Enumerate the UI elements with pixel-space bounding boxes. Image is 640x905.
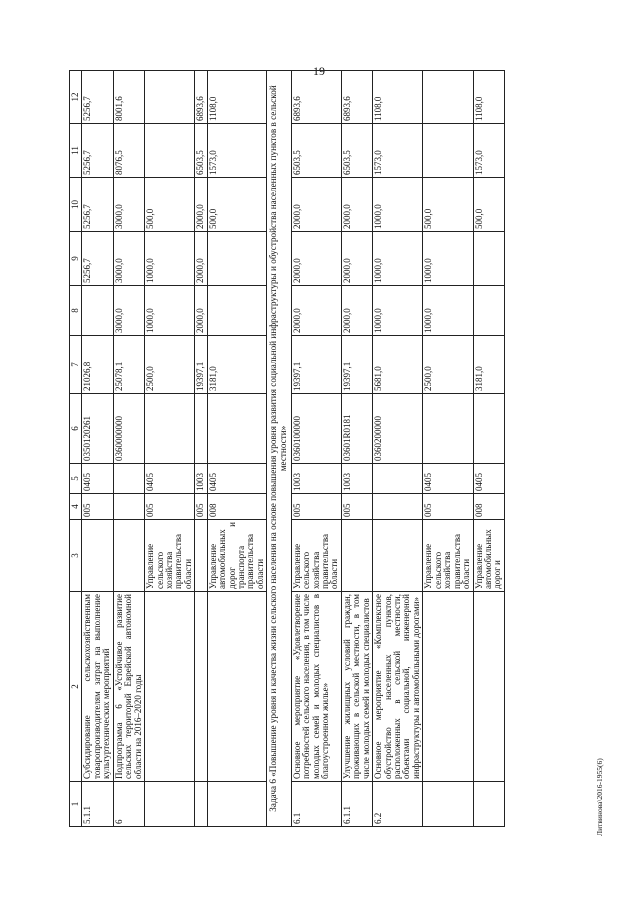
cell-value (423, 71, 473, 124)
cell-value: 0405 (207, 464, 267, 494)
executor: Управление сельского хозяйства правительства области (145, 520, 195, 592)
column-header: 1 (70, 782, 82, 827)
cell-value: 2000,0 (195, 178, 207, 232)
item-name: Подпрограмма 6 «Устойчивое развитие сельских территорий Еврейской автономной области на 2016–2020 годы (113, 592, 144, 782)
cell-value: 1003 (291, 464, 341, 494)
cell-value: 2000,0 (195, 232, 207, 286)
cell-value: 0405 (473, 464, 504, 494)
cell-value: 5681,0 (373, 336, 423, 394)
cell-value: 005 (291, 494, 341, 520)
cell-value: 1000,0 (423, 232, 473, 286)
budget-table (69, 70, 505, 827)
cell-value: 3000,0 (113, 178, 144, 232)
executor (341, 520, 372, 592)
task-heading: Задача 6 «Повышение уровня и качества жизни сельского населения на основе повышения уровня развития социальной инфраструктуры и обустройства населенных пунктов в сельской местности» (267, 71, 291, 827)
cell-value: 5256,7 (82, 232, 113, 286)
item-name: Улучшение жилищных условий граждан, проживающих в сельской местности, в том числе молодых семей и молодых специалистов (341, 592, 372, 782)
column-number-row (70, 71, 82, 827)
cell-value: 1003 (195, 464, 207, 494)
cell-value: 6893,6 (195, 71, 207, 124)
cell-value: 6893,6 (291, 71, 341, 124)
column-header: 9 (70, 232, 82, 286)
item-name (145, 592, 195, 782)
item-name: Субсидирование сельскохозяйственным товаропроизводителям затрат на выполнение культуртехнических мероприятий (82, 592, 113, 782)
cell-value: 500,0 (473, 178, 504, 232)
cell-value: 0405 (82, 464, 113, 494)
executor: Управление сельского хозяйства правительства области (423, 520, 473, 592)
column-header: 4 (70, 494, 82, 520)
item-name (473, 592, 504, 782)
cell-value: 005 (195, 494, 207, 520)
cell-value (113, 464, 144, 494)
cell-value (473, 394, 504, 464)
cell-value: 1573,0 (473, 124, 504, 178)
cell-value: 2000,0 (291, 178, 341, 232)
cell-value: 500,0 (145, 178, 195, 232)
page-number: 19 (313, 64, 325, 78)
cell-value: 2000,0 (341, 178, 372, 232)
item-name: Основное мероприятие «Удовлетворение потребностей сельского населения, в том числе молодых семей и молодых специалистов в благоустроенном жилье» (291, 592, 341, 782)
row-number: 6.1 (291, 782, 341, 827)
cell-value (195, 394, 207, 464)
item-name (195, 592, 207, 782)
cell-value (207, 394, 267, 464)
cell-value: 1108,0 (207, 71, 267, 124)
cell-value (473, 232, 504, 286)
cell-value: 3000,0 (113, 286, 144, 336)
row-number (145, 782, 195, 827)
table-row (113, 71, 144, 827)
column-header: 7 (70, 336, 82, 394)
executor: Управление автомобильных дорог и (473, 520, 504, 592)
row-number: 6.2 (373, 782, 423, 827)
column-header: 3 (70, 520, 82, 592)
cell-value: 19397,1 (195, 336, 207, 394)
cell-value: 1000,0 (423, 286, 473, 336)
item-name (423, 592, 473, 782)
column-header: 6 (70, 394, 82, 464)
table-row (423, 71, 473, 827)
cell-value: 2000,0 (341, 232, 372, 286)
cell-value: 1573,0 (373, 124, 423, 178)
table-row (195, 71, 207, 827)
cell-value: 1108,0 (373, 71, 423, 124)
cell-value (423, 394, 473, 464)
cell-value: 8076,5 (113, 124, 144, 178)
cell-value: 005 (145, 494, 195, 520)
cell-value: 1000,0 (373, 178, 423, 232)
cell-value (473, 286, 504, 336)
cell-value: 2000,0 (195, 286, 207, 336)
executor: Управление сельского хозяйства правительства области (291, 520, 341, 592)
column-header: 12 (70, 71, 82, 124)
cell-value (145, 394, 195, 464)
executor (113, 520, 144, 592)
cell-value: 1108,0 (473, 71, 504, 124)
cell-value (82, 286, 113, 336)
cell-value: 5256,7 (82, 71, 113, 124)
cell-value: 8001,6 (113, 71, 144, 124)
row-number (207, 782, 267, 827)
cell-value (145, 71, 195, 124)
cell-value (207, 286, 267, 336)
cell-value: 0360100000 (291, 394, 341, 464)
cell-value: 2000,0 (291, 286, 341, 336)
cell-value: 1000,0 (145, 286, 195, 336)
cell-value: 2500,0 (423, 336, 473, 394)
row-number: 6.1.1 (341, 782, 372, 827)
cell-value: 005 (423, 494, 473, 520)
cell-value: 2000,0 (291, 232, 341, 286)
cell-value: 0360200000 (373, 394, 423, 464)
cell-value: 0405 (423, 464, 473, 494)
cell-value: 19397,1 (341, 336, 372, 394)
cell-value: 008 (207, 494, 267, 520)
cell-value: 6503,5 (195, 124, 207, 178)
cell-value: 6503,5 (341, 124, 372, 178)
row-number (195, 782, 207, 827)
item-name: Основное мероприятие «Комплексное обустройство населенных пунктов, расположенных в сельской местности, объектами социальной, инженерной инфраструктуры и автомобильными дорогами» (373, 592, 423, 782)
cell-value (373, 494, 423, 520)
cell-value: 3000,0 (113, 232, 144, 286)
cell-value: 5256,7 (82, 178, 113, 232)
cell-value: 3181,0 (207, 336, 267, 394)
table-row (267, 71, 291, 827)
cell-value (423, 124, 473, 178)
executor: Управление автомобильных дорог и транспорта правительства области (207, 520, 267, 592)
cell-value: 03601R0181 (341, 394, 372, 464)
cell-value: 500,0 (423, 178, 473, 232)
cell-value (113, 494, 144, 520)
table-row (82, 71, 113, 827)
cell-value: 1000,0 (373, 286, 423, 336)
cell-value (373, 464, 423, 494)
item-name (207, 592, 267, 782)
cell-value: 1000,0 (373, 232, 423, 286)
column-header: 8 (70, 286, 82, 336)
table-row (207, 71, 267, 827)
table-row (145, 71, 195, 827)
cell-value: 008 (473, 494, 504, 520)
cell-value: 0350120261 (82, 394, 113, 464)
column-header: 5 (70, 464, 82, 494)
column-header: 2 (70, 592, 82, 782)
table-row (373, 71, 423, 827)
cell-value: 21026,8 (82, 336, 113, 394)
cell-value: 19397,1 (291, 336, 341, 394)
cell-value: 6893,6 (341, 71, 372, 124)
cell-value (207, 232, 267, 286)
cell-value: 6503,5 (291, 124, 341, 178)
cell-value: 25078,1 (113, 336, 144, 394)
cell-value: 5256,7 (82, 124, 113, 178)
column-header: 10 (70, 178, 82, 232)
executor (373, 520, 423, 592)
row-number (473, 782, 504, 827)
table-row (473, 71, 504, 827)
cell-value: 0360000000 (113, 394, 144, 464)
cell-value: 2000,0 (341, 286, 372, 336)
cell-value: 1000,0 (145, 232, 195, 286)
row-number: 6 (113, 782, 144, 827)
cell-value: 2500,0 (145, 336, 195, 394)
row-number: 5.1.1 (82, 782, 113, 827)
cell-value: 0405 (145, 464, 195, 494)
table-row (291, 71, 341, 827)
table-row (341, 71, 372, 827)
executor (195, 520, 207, 592)
column-header: 11 (70, 124, 82, 178)
cell-value: 3181,0 (473, 336, 504, 394)
executor (82, 520, 113, 592)
cell-value: 005 (341, 494, 372, 520)
cell-value (145, 124, 195, 178)
landscape-table-container (69, 71, 601, 827)
cell-value: 1003 (341, 464, 372, 494)
cell-value: 1573,0 (207, 124, 267, 178)
footer-code: Литвинова\2016-1955(6) (595, 758, 604, 836)
row-number (423, 782, 473, 827)
cell-value: 005 (82, 494, 113, 520)
cell-value: 500,0 (207, 178, 267, 232)
